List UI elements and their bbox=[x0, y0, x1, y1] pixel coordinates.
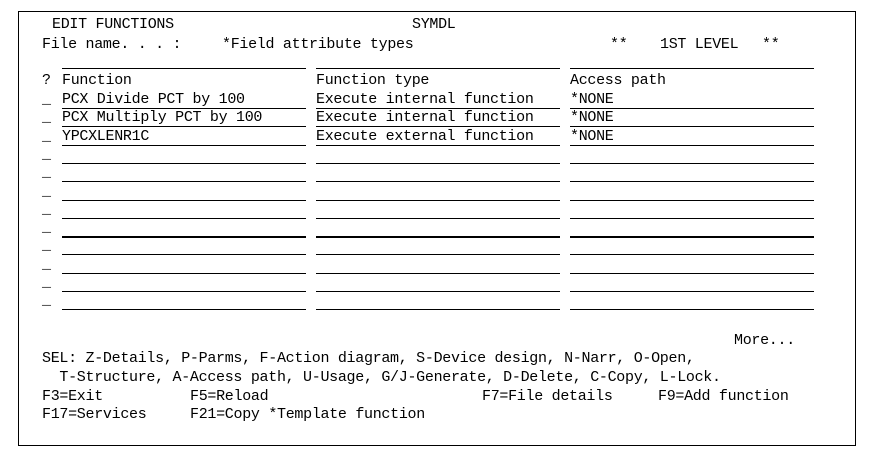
screen-title: EDIT FUNCTIONS bbox=[52, 16, 174, 33]
file-name-label: File name. . . : bbox=[42, 36, 182, 53]
function-column-header: Function bbox=[62, 72, 132, 89]
row-field-underline bbox=[570, 126, 814, 127]
f21-copy-template-key[interactable]: F21=Copy *Template function bbox=[190, 406, 425, 423]
row-field-underline bbox=[570, 181, 814, 182]
f17-services-key[interactable]: F17=Services bbox=[42, 406, 147, 423]
row-access-path: *NONE bbox=[570, 109, 614, 126]
system-name: SYMDL bbox=[412, 16, 456, 33]
row-field-underline bbox=[316, 145, 560, 146]
access-path-column-header: Access path bbox=[570, 72, 666, 89]
row-field-underline bbox=[62, 236, 306, 238]
type-column-top-rule bbox=[316, 68, 560, 69]
row-field-underline bbox=[570, 163, 814, 164]
row-field-underline bbox=[62, 273, 306, 274]
file-name-value: *Field attribute types bbox=[222, 36, 414, 53]
row-function-name: PCX Multiply PCT by 100 bbox=[62, 109, 263, 126]
f9-add-function-key[interactable]: F9=Add function bbox=[658, 388, 789, 405]
row-select-field[interactable]: _ bbox=[42, 292, 51, 309]
row-field-underline bbox=[316, 273, 560, 274]
row-select-field[interactable]: _ bbox=[42, 219, 51, 236]
row-field-underline bbox=[316, 291, 560, 292]
row-select-field[interactable]: _ bbox=[42, 201, 51, 218]
row-field-underline bbox=[570, 254, 814, 255]
row-select-field[interactable]: _ bbox=[42, 164, 51, 181]
more-indicator: More... bbox=[734, 332, 795, 349]
selection-options-line-2: T-Structure, A-Access path, U-Usage, G/J-Generate, D-Delete, C-Copy, L-Lock. bbox=[42, 369, 721, 386]
row-field-underline bbox=[570, 218, 814, 219]
f5-reload-key[interactable]: F5=Reload bbox=[190, 388, 269, 405]
row-select-field[interactable]: _ bbox=[42, 256, 51, 273]
row-field-underline bbox=[62, 181, 306, 182]
function-type-column-header: Function type bbox=[316, 72, 430, 89]
row-field-underline bbox=[62, 126, 306, 127]
row-field-underline bbox=[570, 145, 814, 146]
row-field-underline bbox=[316, 163, 560, 164]
row-field-underline bbox=[316, 309, 560, 310]
row-field-underline bbox=[570, 236, 814, 238]
row-field-underline bbox=[62, 254, 306, 255]
row-select-field[interactable]: _ bbox=[42, 109, 51, 126]
level-marker-left: ** bbox=[610, 36, 628, 53]
row-select-field[interactable]: _ bbox=[42, 146, 51, 163]
function-column-top-rule bbox=[62, 68, 306, 69]
level-marker-right: ** bbox=[762, 36, 780, 53]
f3-exit-key[interactable]: F3=Exit bbox=[42, 388, 103, 405]
row-field-underline bbox=[316, 200, 560, 201]
row-field-underline bbox=[570, 273, 814, 274]
row-function-type: Execute external function bbox=[316, 128, 534, 145]
row-function-type: Execute internal function bbox=[316, 109, 534, 126]
row-field-underline bbox=[62, 291, 306, 292]
access-column-top-rule bbox=[570, 68, 814, 69]
row-function-type: Execute internal function bbox=[316, 91, 534, 108]
f7-file-details-key[interactable]: F7=File details bbox=[482, 388, 613, 405]
row-access-path: *NONE bbox=[570, 91, 614, 108]
row-field-underline bbox=[62, 200, 306, 201]
row-select-field[interactable]: _ bbox=[42, 91, 51, 108]
row-select-field[interactable]: _ bbox=[42, 183, 51, 200]
row-field-underline bbox=[316, 218, 560, 219]
row-select-field[interactable]: _ bbox=[42, 274, 51, 291]
row-field-underline bbox=[570, 291, 814, 292]
row-field-underline bbox=[62, 145, 306, 146]
row-field-underline bbox=[62, 218, 306, 219]
row-field-underline bbox=[570, 309, 814, 310]
select-column-header: ? bbox=[42, 72, 51, 89]
row-field-underline bbox=[570, 200, 814, 201]
row-field-underline bbox=[62, 309, 306, 310]
row-field-underline bbox=[316, 126, 560, 127]
row-field-underline bbox=[62, 163, 306, 164]
level-indicator: 1ST LEVEL bbox=[660, 36, 739, 53]
row-field-underline bbox=[316, 181, 560, 182]
row-function-name: YPCXLENR1C bbox=[62, 128, 150, 145]
row-field-underline bbox=[316, 236, 560, 238]
row-function-name: PCX Divide PCT by 100 bbox=[62, 91, 245, 108]
row-field-underline bbox=[316, 254, 560, 255]
row-select-field[interactable]: _ bbox=[42, 128, 51, 145]
row-access-path: *NONE bbox=[570, 128, 614, 145]
row-select-field[interactable]: _ bbox=[42, 237, 51, 254]
selection-options-line-1: SEL: Z-Details, P-Parms, F-Action diagram, S-Device design, N-Narr, O-Open, bbox=[42, 350, 695, 367]
